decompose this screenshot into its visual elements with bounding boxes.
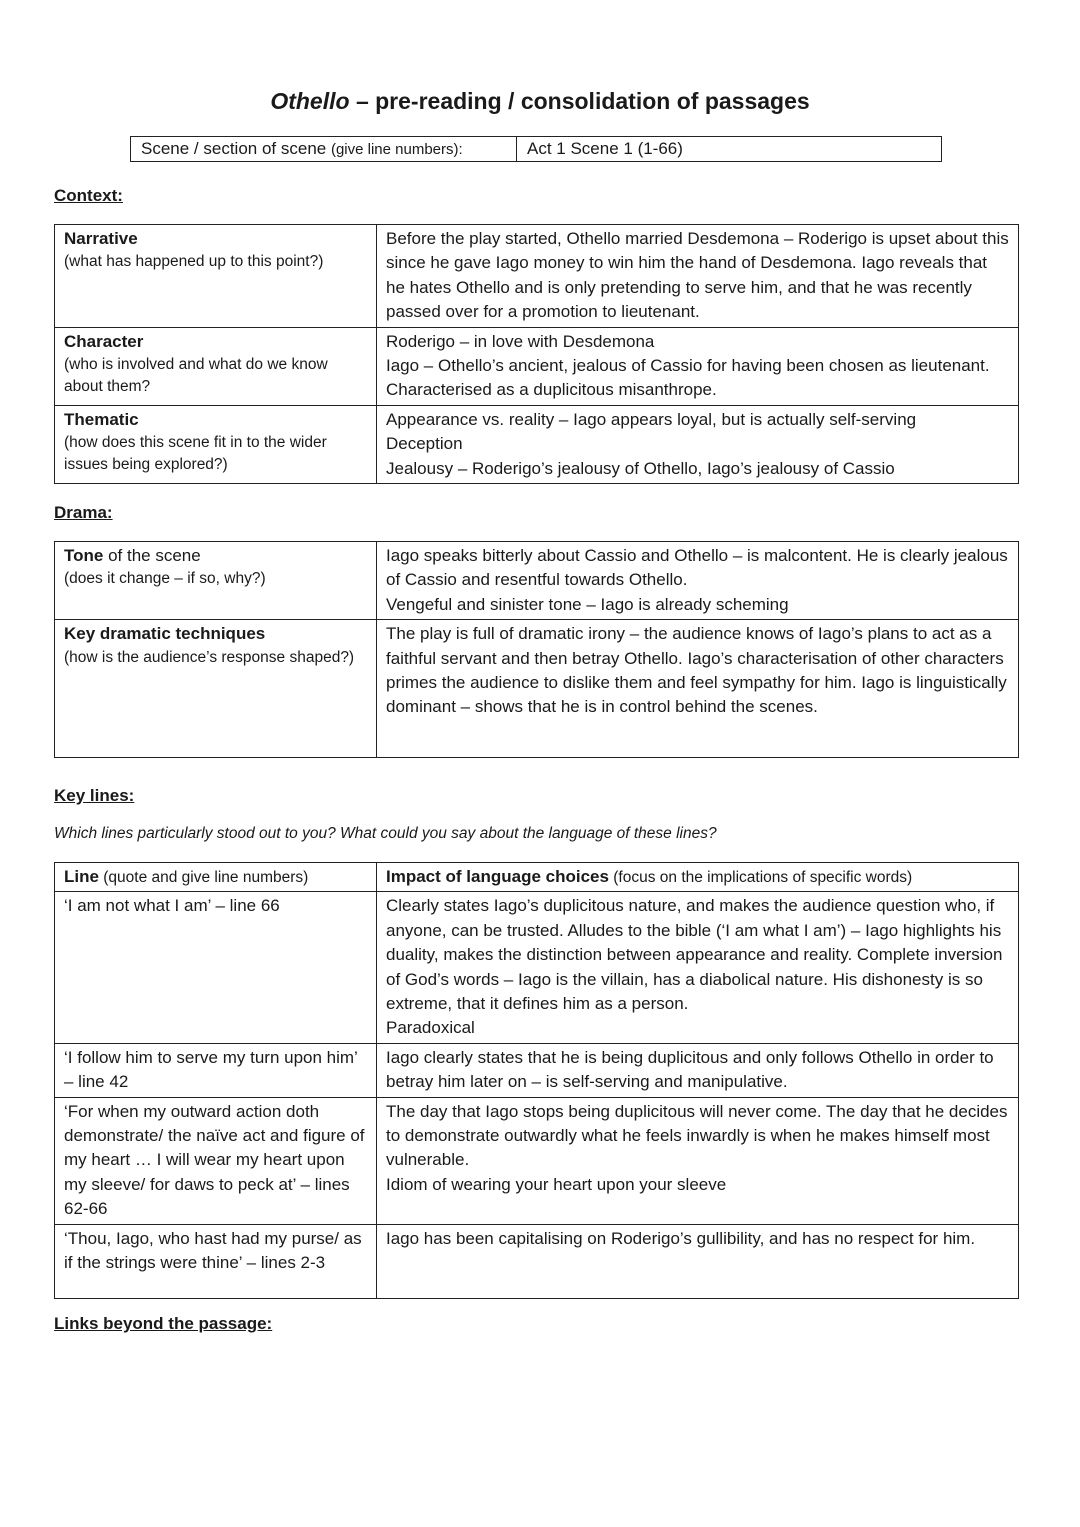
- table-row: [55, 863, 1019, 892]
- impact-cell: [377, 1043, 1019, 1097]
- quote-text: ‘Thou, Iago, who hast had my purse/ as if the strings were thine’ – lines 2-3: [64, 1228, 362, 1273]
- header-impact-bold: Impact of language choices: [386, 867, 609, 886]
- tone-label: [64, 544, 367, 568]
- header-line-rest: (quote and give line numbers): [98, 869, 309, 886]
- impact-line: Idiom of wearing your heart upon your sleeve: [386, 1174, 727, 1194]
- narrative-content: [377, 225, 1019, 328]
- key-lines-heading: Key lines:: [54, 786, 135, 805]
- table-row: [55, 405, 1019, 483]
- thematic-line: Appearance vs. reality – Iago appears loyal, but is actually self-serving: [386, 409, 917, 429]
- character-line: Iago – Othello’s ancient, jealous of Cassio for having been chosen as lieutenant. Characterised as a duplicitous misanthrope.: [386, 356, 990, 400]
- character-label: Character: [64, 331, 144, 351]
- page-title: [0, 88, 1080, 115]
- key-lines-table: [54, 862, 1019, 1299]
- table-row: [55, 1043, 1019, 1097]
- drama-heading: Drama:: [54, 503, 113, 522]
- quote-cell: [55, 1224, 377, 1298]
- title-rest: – pre-reading / consolidation of passages: [349, 88, 810, 114]
- tone-content: [377, 542, 1019, 620]
- table-row: [55, 1224, 1019, 1298]
- tone-sub: (does it change – if so, why?): [64, 570, 266, 588]
- impact-cell: [377, 892, 1019, 1043]
- quote-cell: [55, 1043, 377, 1097]
- techniques-label-bold: Key dramatic techniques: [64, 624, 266, 644]
- thematic-sub: (how does this scene fit in to the wider issues being explored?): [64, 434, 327, 474]
- tone-line: Vengeful and sinister tone – Iago is already scheming: [386, 594, 789, 614]
- character-line: Roderigo – in love with Desdemona: [386, 331, 655, 351]
- narrative-sub: (what has happened up to this point?): [64, 253, 324, 271]
- quote-text: ‘For when my outward action doth demonstrate/ the naïve act and figure of my heart … I will wear my heart upon my sleeve/ for daws to peck at’ – lines 62-66: [64, 1101, 365, 1219]
- header-line-cell: [55, 863, 377, 892]
- character-sub: (who is involved and what do we know about them?: [64, 356, 328, 396]
- header-impact-rest: (focus on the implications of specific words): [608, 869, 913, 886]
- context-table: [54, 224, 1019, 484]
- title-italic: Othello: [270, 88, 350, 114]
- thematic-label-cell: [55, 405, 377, 483]
- scene-label-note: (give line numbers):: [330, 141, 463, 158]
- tone-label-bold: Tone: [64, 546, 104, 565]
- tone-label-rest: of the scene: [103, 546, 201, 565]
- tone-label-cell: [55, 542, 377, 620]
- quote-text: ‘I follow him to serve my turn upon him’ – line 42: [64, 1047, 358, 1092]
- table-row: [55, 1097, 1019, 1224]
- table-row: [55, 542, 1019, 620]
- impact-line: Iago has been capitalising on Roderigo’s gullibility, and has no respect for him.: [386, 1228, 976, 1248]
- character-label-cell: [55, 327, 377, 405]
- narrative-label-cell: [55, 225, 377, 328]
- impact-line: Iago clearly states that he is being duplicitous and only follows Othello in order to betray him later on – is self-serving and manipulative.: [386, 1047, 994, 1092]
- scene-value: Act 1 Scene 1 (1-66): [527, 139, 683, 158]
- impact-cell: [377, 1097, 1019, 1224]
- tone-line: Iago speaks bitterly about Cassio and Othello – is malcontent. He is clearly jealous of Cassio and resentful towards Othello.: [386, 546, 1008, 590]
- links-heading: Links beyond the passage:: [54, 1314, 273, 1333]
- techniques-label: [64, 622, 367, 646]
- techniques-line: The play is full of dramatic irony – the audience knows of Iago’s plans to act as a faithful servant and then betray Othello. Iago’s characterisation of other characters primes the audience to dislike them and feel sympathy for him. Iago is linguistically dominant – shows that he is in control behind the scenes.: [386, 624, 1007, 717]
- impact-cell: [377, 1224, 1019, 1298]
- drama-table: [54, 541, 1019, 758]
- quote-cell: [55, 1097, 377, 1224]
- key-lines-prompt: Which lines particularly stood out to you? What could you say about the language of these lines?: [54, 825, 717, 842]
- narrative-line: Before the play started, Othello married Desdemona – Roderigo is upset about this since he gave Iago money to win him the hand of Desdemona. Iago reveals that he hates Othello and is only pretending to serve him, and that he was recently passed over for a promotion to lieutenant.: [386, 229, 1009, 322]
- quote-text: ‘I am not what I am’ – line 66: [64, 896, 280, 916]
- table-row: [55, 620, 1019, 758]
- thematic-line: Jealousy – Roderigo’s jealousy of Othello, Iago’s jealousy of Cassio: [386, 458, 895, 478]
- character-content: [377, 327, 1019, 405]
- scene-label-cell: [131, 137, 517, 161]
- thematic-content: [377, 405, 1019, 483]
- techniques-sub: (how is the audience’s response shaped?): [64, 648, 355, 666]
- table-row: [55, 892, 1019, 1043]
- thematic-line: Deception: [386, 434, 463, 454]
- scene-box: [130, 136, 942, 162]
- techniques-content: [377, 620, 1019, 758]
- scene-label: Scene / section of scene: [141, 139, 331, 158]
- narrative-label: Narrative: [64, 229, 138, 248]
- thematic-label: Thematic: [64, 409, 139, 429]
- techniques-label-cell: [55, 620, 377, 758]
- table-row: [55, 225, 1019, 328]
- header-impact-cell: [377, 863, 1019, 892]
- impact-line: The day that Iago stops being duplicitous will never come. The day that he decides to demonstrate outwardly what he feels inwardly is when he makes himself most vulnerable.: [386, 1101, 1008, 1170]
- quote-cell: [55, 892, 377, 1043]
- impact-line: Clearly states Iago’s duplicitous nature, and makes the audience question who, if anyone, can be trusted. Alludes to the bible (‘I am what I am’) – Iago highlights his duality, makes the distinction between appearance and reality. Complete inversion of God’s words – Iago is the villain, has a diabolical nature. His dishonesty is so extreme, that it defines him as a person.: [386, 896, 1003, 1014]
- table-row: [55, 327, 1019, 405]
- context-heading: Context:: [54, 186, 123, 205]
- header-line-bold: Line: [64, 867, 99, 886]
- impact-line: Paradoxical: [386, 1018, 475, 1038]
